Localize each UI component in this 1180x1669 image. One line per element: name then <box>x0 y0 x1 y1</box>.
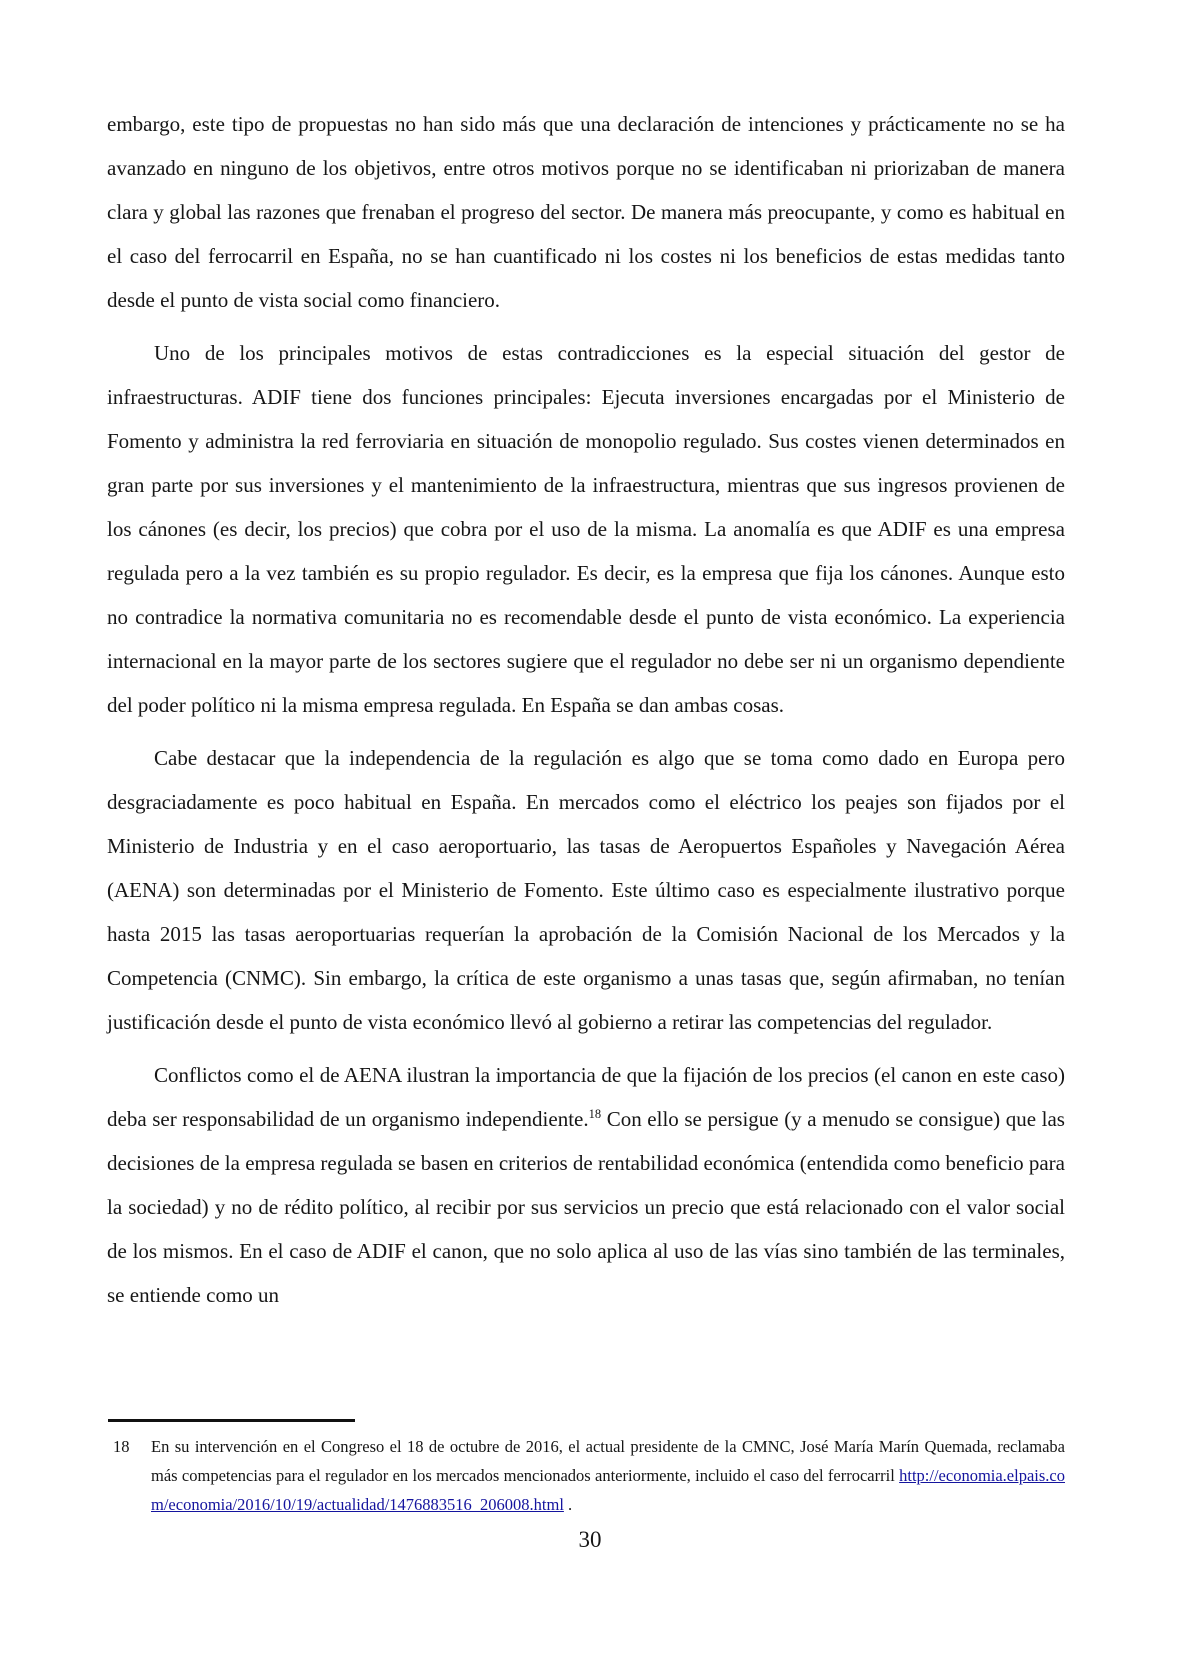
footnote-number: 18 <box>113 1437 130 1456</box>
footnote-ref-marker: 18 <box>588 1107 602 1121</box>
page-number: 30 <box>578 1527 602 1552</box>
paragraph: Uno de los principales motivos de estas contradicciones es la especial situación del gestor de infraestructuras. ADIF tiene dos funciones principales: Ejecuta inversiones encargadas por el Ministerio de Fomento y administra la red ferroviaria en situación de monopolio regulado. Sus costes vienen determinados en gran parte por sus inversiones y el mantenimiento de la infraestructura, mientras que sus ingresos provienen de los cánones (es decir, los precios) que cobra por el uso de la misma. La anomalía es que ADIF es una empresa regulada pero a la vez también es su propio regulador. Es decir, es la empresa que fija los cánones. Aunque esto no contradice la normativa comunitaria no es recomendable desde el punto de vista económico. La experiencia internacional en la mayor parte de los sectores sugiere que el regulador no debe ser ni un organismo dependiente del poder político ni la misma empresa regulada. En España se dan ambas cosas. <box>107 341 1065 717</box>
paragraph-text: Con ello se persigue (y a menudo se consigue) que las decisiones de la empresa regulada se basen en criterios de rentabilidad económica (entendida como beneficio para la sociedad) y no de rédito político, al recibir por sus servicios un precio que está relacionado con el valor social de los mismos. En el caso de ADIF el canon, que no solo aplica al uso de las vías sino también de las terminales, se entiende como un <box>107 1107 1065 1307</box>
paragraph-continuation: embargo, este tipo de propuestas no han sido más que una declaración de intenciones y prácticamente no se ha avanzado en ninguno de los objetivos, entre otros motivos porque no se identificaban ni priorizaban de manera clara y global las razones que frenaban el progreso del sector. De manera más preocupante, y como es habitual en el caso del ferrocarril en España, no se han cuantificado ni los costes ni los beneficios de estas medidas tanto desde el punto de vista social como financiero. <box>107 112 1065 312</box>
footnote <box>107 1432 1065 1519</box>
paragraph: Cabe destacar que la independencia de la regulación es algo que se toma como dado en Europa pero desgraciadamente es poco habitual en España. En mercados como el eléctrico los peajes son fijados por el Ministerio de Industria y en el caso aeroportuario, las tasas de Aeropuertos Españoles y Navegación Aérea (AENA) son determinadas por el Ministerio de Fomento. Este último caso es especialmente ilustrativo porque hasta 2015 las tasas aeroportuarias requerían la aprobación de la Comisión Nacional de los Mercados y la Competencia (CNMC). Sin embargo, la crítica de este organismo a unas tasas que, según afirmaban, no tenían justificación desde el punto de vista económico llevó al gobierno a retirar las competencias del regulador. <box>107 746 1065 1034</box>
body-text <box>107 102 1065 1326</box>
footnote-text: En su intervención en el Congreso el 18 de octubre de 2016, el actual presidente de la CMNC, José María Marín Quemada, reclamaba más competencias para el regulador en los mercados mencionados anteriormente, incluido el caso del ferrocarril <box>151 1437 1065 1485</box>
paragraph <box>107 1053 1065 1317</box>
footnote-text: . <box>563 1495 573 1514</box>
footnote-url-link[interactable]: http://economia.elpais.com/economia/2016/10/19/actualidad/1476883516_206008.html <box>151 1466 1065 1514</box>
footnote-separator <box>108 1419 355 1422</box>
paragraph-text: Conflictos como el de AENA ilustran la importancia de que la fijación de los precios (el canon en este caso) deba ser responsabilidad de un organismo independiente. <box>107 1063 1065 1131</box>
footnote-area <box>107 1419 1065 1519</box>
